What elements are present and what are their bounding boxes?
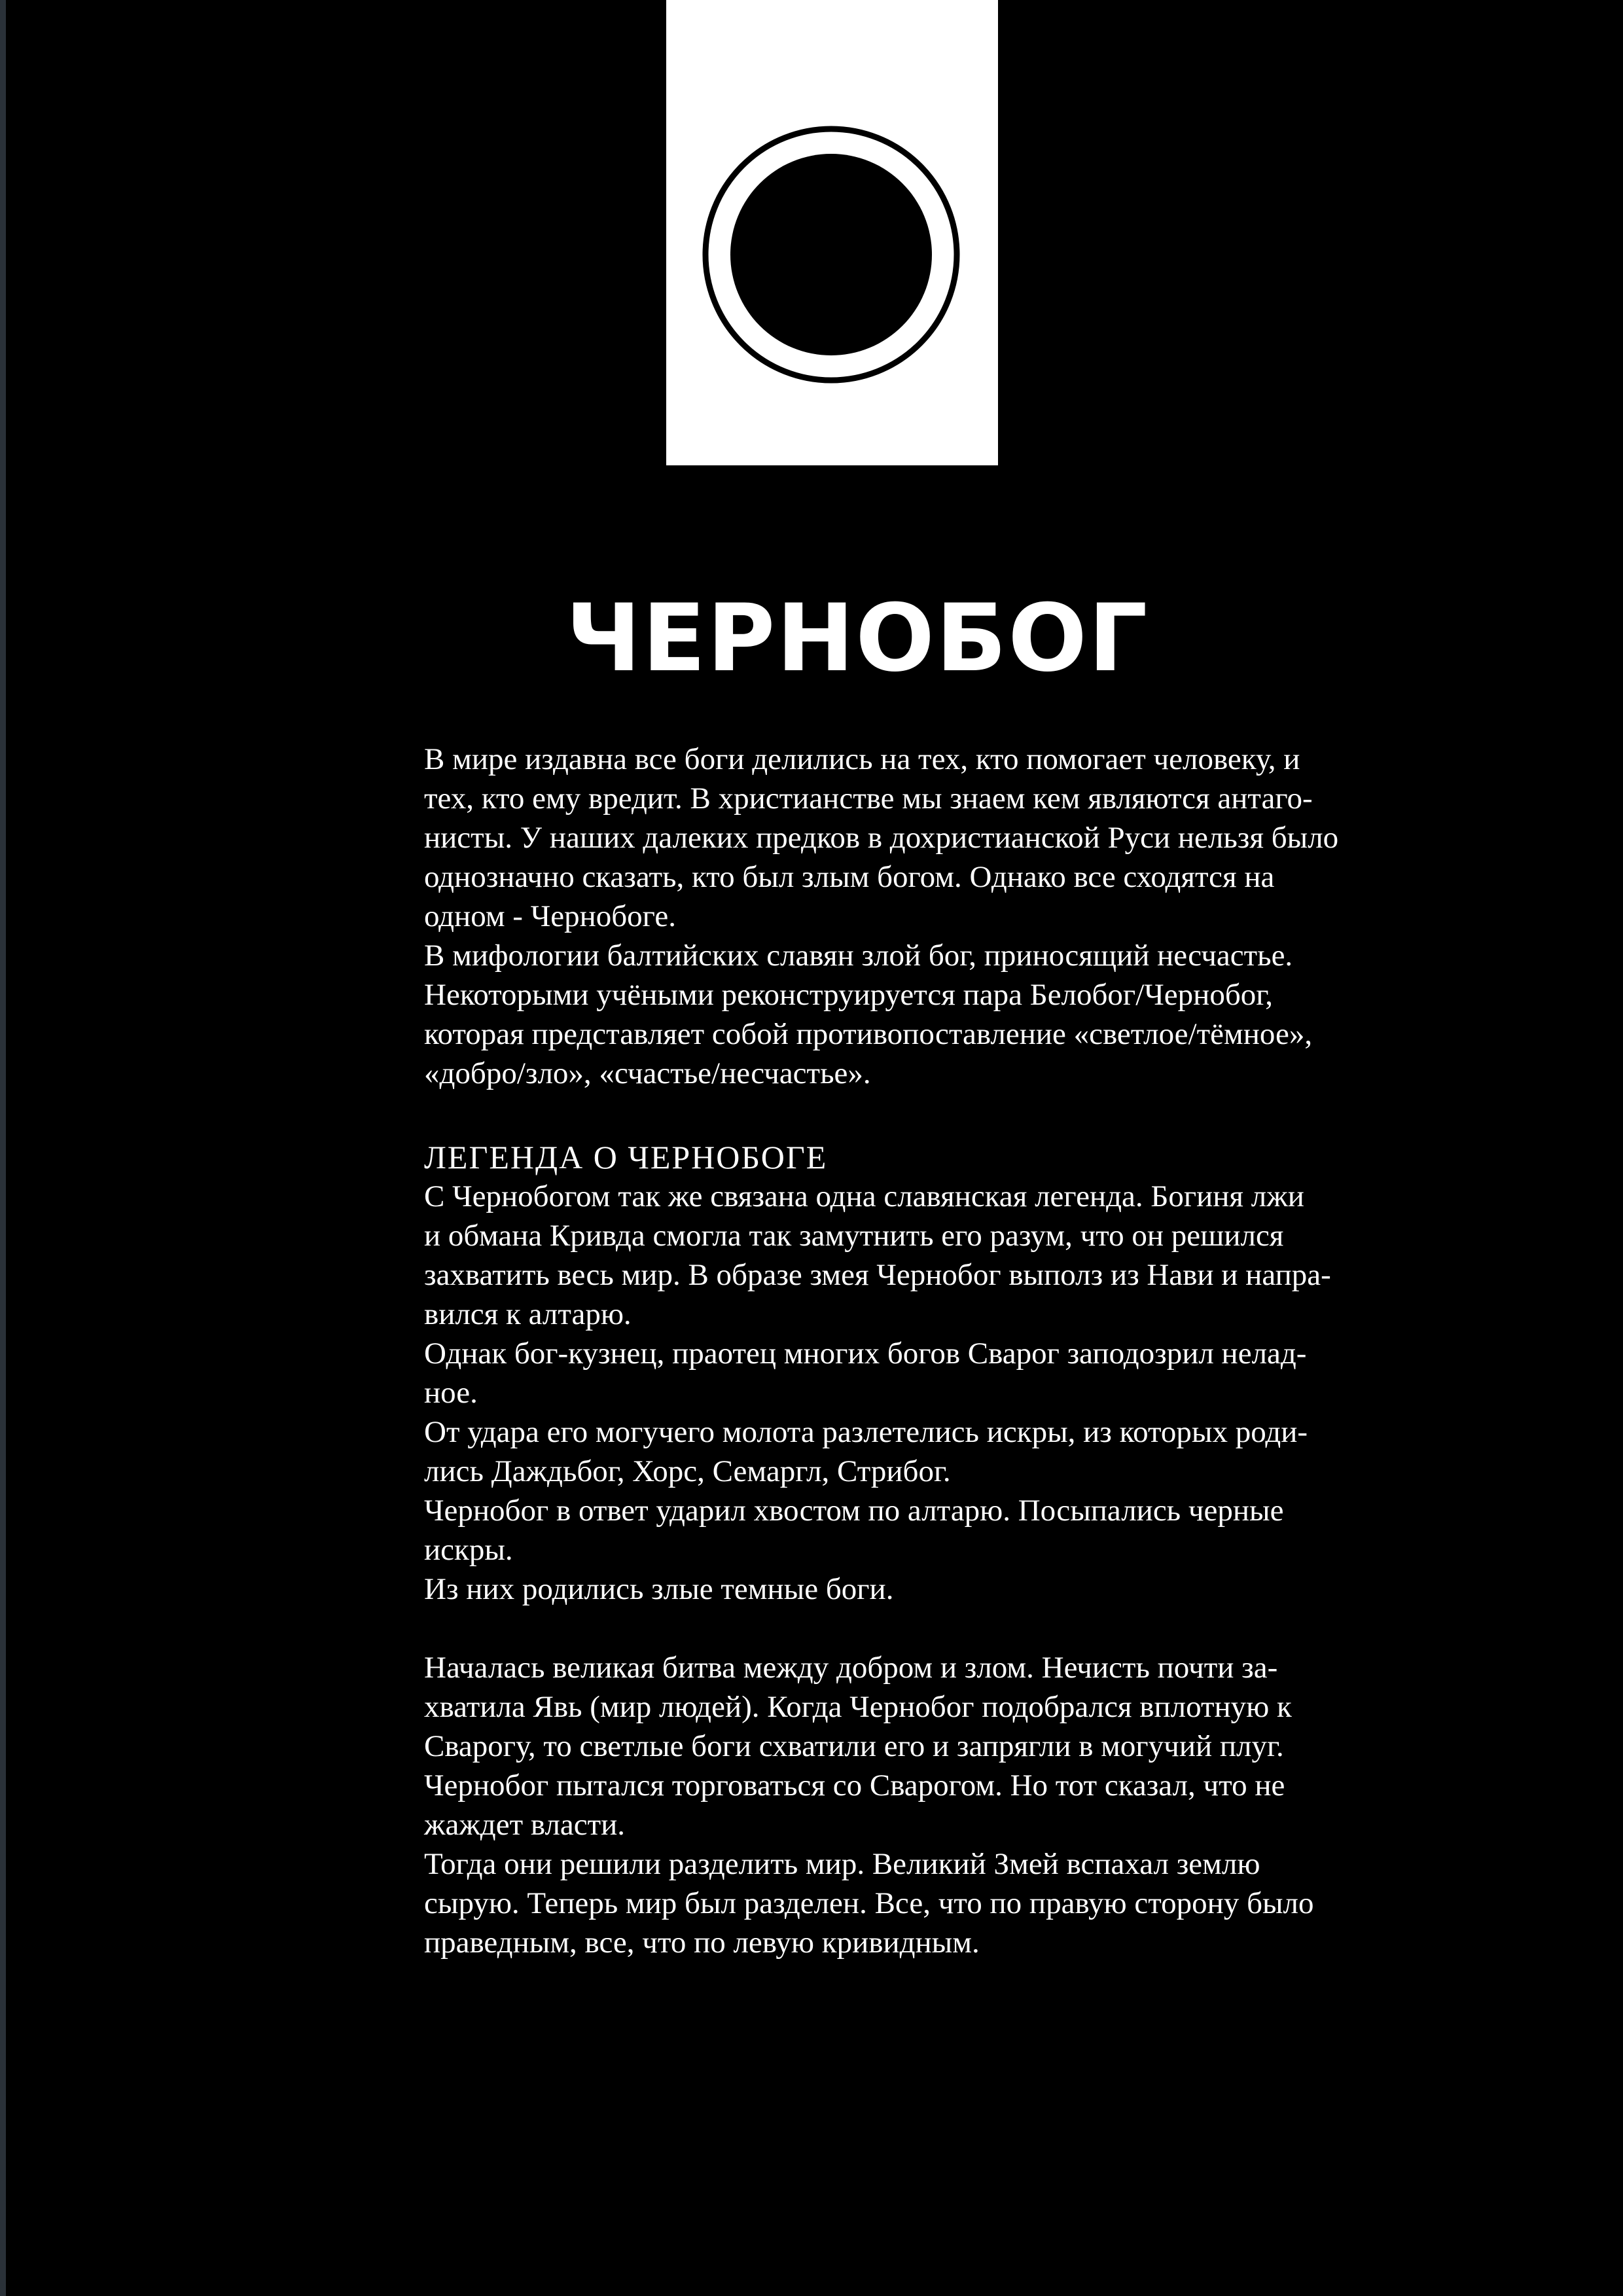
- text-line: сырую. Теперь мир был разделен. Все, что по правую сторону было: [424, 1886, 1314, 1920]
- battle-paragraph: [424, 1648, 1338, 1962]
- text-line: Сварогу, то светлые боги схватили его и запрягли в могучий плуг.: [424, 1729, 1284, 1763]
- text-line: От удара его могучего молота разлетелись искры, из которых роди-: [424, 1415, 1308, 1449]
- text-line: «добро/зло», «счастье/несчастье».: [424, 1056, 871, 1090]
- text-line: Чернобог в ответ ударил хвостом по алтарю. Посыпались черные: [424, 1494, 1284, 1528]
- page-edge: [0, 0, 6, 2296]
- text-line: Некоторыми учёными реконструируется пара Белобог/Чернобог,: [424, 978, 1273, 1012]
- article-body: [424, 740, 1338, 1962]
- text-line: захватить весь мир. В образе змея Чернобог выполз из Нави и напра-: [424, 1258, 1331, 1292]
- text-line: нисты. У наших далеких предков в дохристианской Руси нельзя было: [424, 821, 1339, 855]
- text-line: Однак бог-кузнец, праотец многих богов Сварог заподозрил нелад-: [424, 1336, 1307, 1371]
- text-line: Из них родились злые темные боги.: [424, 1572, 894, 1606]
- text-line: Началась великая битва между добром и злом. Нечисть почти за-: [424, 1651, 1278, 1685]
- text-line: Тогда они решили разделить мир. Великий Змей вспахал землю: [424, 1847, 1260, 1881]
- text-line: В мире издавна все боги делились на тех, кто помогает человеку, и: [424, 742, 1300, 776]
- text-line: одном - Чернобоге.: [424, 899, 676, 933]
- black-circle-ring-icon: [702, 126, 960, 384]
- text-line: Чернобог пытался торговаться со Сварогом. Но тот сказал, что не: [424, 1768, 1285, 1803]
- text-line: ное.: [424, 1376, 478, 1410]
- intro-paragraph: [424, 740, 1338, 1093]
- text-line: однозначно сказать, кто был злым богом. Однако все сходятся на: [424, 860, 1275, 894]
- text-line: С Чернобогом так же связана одна славянская легенда. Богиня лжи: [424, 1179, 1304, 1213]
- text-line: которая представляет собой противопоставление «светлое/тёмное»,: [424, 1017, 1313, 1051]
- text-line: жаждет власти.: [424, 1808, 626, 1842]
- text-line: В мифологии балтийских славян злой бог, приносящий несчастье.: [424, 939, 1293, 973]
- legend-heading: ЛЕГЕНДА О ЧЕРНОБОГЕ: [424, 1139, 828, 1175]
- text-line: лись Даждьбог, Хорс, Семаргл, Стрибог.: [424, 1454, 951, 1488]
- text-line: тех, кто ему вредит. В христианстве мы знаем кем являются антаго-: [424, 781, 1313, 816]
- legend-paragraph: [424, 1177, 1338, 1609]
- text-line: праведным, все, что по левую кривидным.: [424, 1926, 980, 1960]
- text-line: и обмана Кривда смогла так замутнить его разум, что он решился: [424, 1219, 1284, 1253]
- text-line: хватила Явь (мир людей). Когда Чернобог подобрался вплотную к: [424, 1690, 1292, 1724]
- text-line: вился к алтарю.: [424, 1297, 632, 1331]
- page-title: ЧЕРНОБОГ: [565, 584, 1149, 692]
- text-line: искры.: [424, 1533, 513, 1567]
